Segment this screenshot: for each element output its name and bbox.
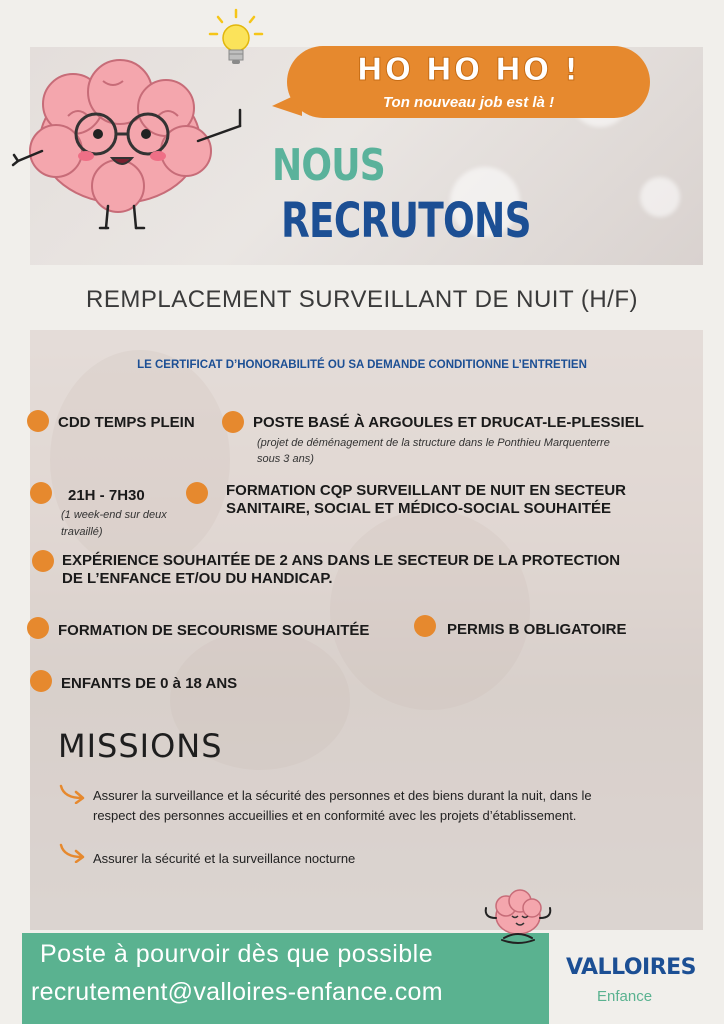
experience-line2: DE L’ENFANCE ET/OU DU HANDICAP. bbox=[62, 570, 333, 587]
contract-type: CDD TEMPS PLEIN bbox=[58, 414, 195, 431]
certificate-notice: LE CERTIFICAT D’HONORABILITÉ OU SA DEMANDE CONDITIONNE L’ENTRETIEN bbox=[137, 359, 587, 371]
brain-mascot-icon bbox=[8, 56, 253, 236]
training-line1: FORMATION CQP SURVEILLANT DE NUIT EN SECTEUR bbox=[226, 482, 627, 499]
headline-nous: NOUS bbox=[272, 140, 385, 191]
bullet-dot bbox=[30, 482, 52, 504]
arrow-bullet-icon bbox=[58, 841, 88, 863]
bullet-dot bbox=[27, 617, 49, 639]
experience-line1: EXPÉRIENCE SOUHAITÉE DE 2 ANS DANS LE SECTEUR DE LA PROTECTION bbox=[62, 552, 621, 569]
working-hours: 21H - 7H30 bbox=[68, 487, 145, 504]
bubble-subtitle: Ton nouveau job est là ! bbox=[382, 94, 555, 111]
first-aid: FORMATION DE SECOURISME SOUHAITÉE bbox=[58, 622, 370, 639]
bullet-dot bbox=[186, 482, 208, 504]
mission-item-1-line1: Assurer la surveillance et la sécurité des personnes et des biens durant la nuit, dans le bbox=[93, 788, 592, 803]
training-line2: SANITAIRE, SOCIAL ET MÉDICO-SOCIAL SOUHAITÉE bbox=[226, 500, 612, 517]
hours-note-line2: travaillé) bbox=[61, 526, 103, 538]
job-title: REMPLACEMENT SURVEILLANT DE NUIT (H/F) bbox=[86, 286, 638, 313]
bullet-dot bbox=[222, 411, 244, 433]
arrow-bullet-icon bbox=[58, 782, 88, 804]
logo-name: VALLOIRES bbox=[566, 955, 697, 980]
location-note-line2: sous 3 ans) bbox=[257, 453, 314, 465]
contact-email[interactable]: recrutement@valloires-enfance.com bbox=[31, 978, 443, 1006]
children-age: ENFANTS DE 0 à 18 ANS bbox=[61, 675, 238, 692]
driving-license: PERMIS B OBLIGATOIRE bbox=[447, 621, 627, 638]
mission-item-1-line2: respect des personnes accueillies et en conformité avec les projets d’établissement. bbox=[93, 808, 577, 823]
bullet-dot bbox=[27, 410, 49, 432]
bullet-dot bbox=[414, 615, 436, 637]
location-note-line1: (projet de déménagement de la structure dans le Ponthieu Marquenterre bbox=[257, 437, 610, 449]
missions-title: MISSIONS bbox=[58, 727, 223, 765]
headline-recrutons: RECRUTONS bbox=[281, 193, 531, 249]
bullet-dot bbox=[30, 670, 52, 692]
hours-note-line1: (1 week-end sur deux bbox=[61, 509, 167, 521]
mission-item-2: Assurer la sécurité et la surveillance nocturne bbox=[93, 851, 356, 866]
meditating-brain-icon bbox=[478, 888, 558, 950]
bubble-title: HO HO HO ! bbox=[356, 52, 581, 88]
bullet-dot bbox=[32, 550, 54, 572]
availability-text: Poste à pourvoir dès que possible bbox=[40, 940, 434, 968]
location: POSTE BASÉ À ARGOULES ET DRUCAT-LE-PLESSIEL bbox=[253, 414, 644, 431]
logo-subtitle: Enfance bbox=[597, 988, 653, 1005]
